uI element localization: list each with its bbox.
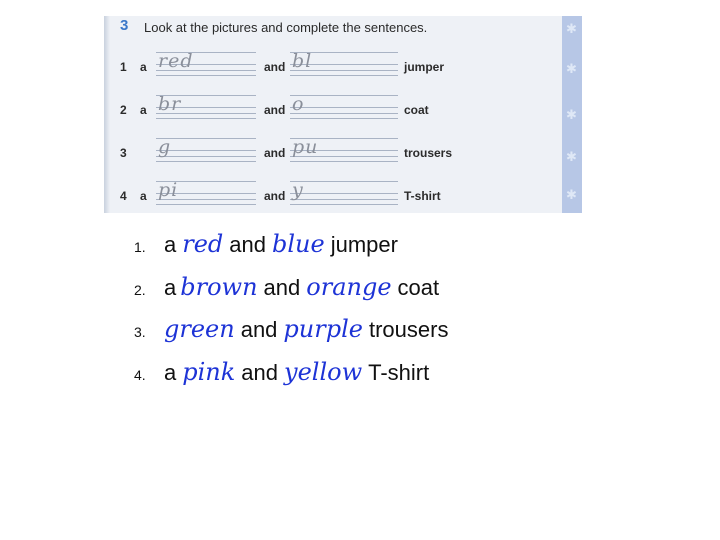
- answer-article: a: [164, 360, 177, 385]
- handwritten-first: br: [158, 93, 182, 115]
- row-noun: jumper: [404, 60, 445, 74]
- answer-row: [134, 230, 398, 270]
- row-article: a: [140, 189, 147, 203]
- answer-row: [134, 358, 429, 398]
- row-article: a: [140, 60, 147, 74]
- answer-number: 4.: [134, 367, 146, 383]
- answer-noun: trousers: [368, 317, 449, 342]
- writing-lines-second: [290, 95, 398, 119]
- handwritten-second: bl: [292, 50, 313, 72]
- exercise-row: [104, 89, 564, 129]
- answer-noun: jumper: [330, 232, 398, 257]
- answer-and: and: [229, 232, 267, 257]
- handwritten-second: o: [292, 93, 305, 115]
- answer-number: 2.: [134, 282, 146, 298]
- row-number: 4: [120, 189, 127, 203]
- writing-lines-second: [290, 138, 398, 162]
- exercise-row: [104, 46, 564, 86]
- answer-color-second: yellow: [284, 358, 363, 386]
- handwritten-second: pu: [292, 136, 319, 158]
- writing-lines-first: [156, 138, 256, 162]
- answer-noun: coat: [397, 275, 440, 300]
- handwritten-first: pi: [158, 179, 179, 201]
- row-and: and: [264, 60, 286, 74]
- row-number: 1: [120, 60, 127, 74]
- answer-color-first: pink: [182, 358, 236, 386]
- row-noun: T-shirt: [404, 189, 441, 203]
- writing-lines-second: [290, 52, 398, 76]
- row-article: a: [140, 103, 147, 117]
- exercise-row: [104, 175, 564, 213]
- writing-lines-first: [156, 52, 256, 76]
- answer-color-second: blue: [272, 230, 325, 258]
- row-and: and: [264, 103, 286, 117]
- exercise-number: 3: [120, 17, 129, 34]
- answer-color-second: purple: [283, 315, 363, 343]
- decorative-border: ✱ ✱ ✱ ✱ ✱: [562, 16, 582, 213]
- workbook-scan: [104, 16, 582, 213]
- writing-lines-second: [290, 181, 398, 205]
- answer-color-second: orange: [306, 273, 392, 301]
- answer-color-first: brown: [180, 273, 258, 301]
- row-noun: trousers: [404, 146, 453, 160]
- handwritten-second: y: [292, 179, 304, 201]
- writing-lines-first: [156, 181, 256, 205]
- answer-and: and: [263, 275, 301, 300]
- exercise-row: [104, 132, 564, 172]
- exercise-instruction: Look at the pictures and complete the sentences.: [144, 20, 428, 35]
- row-and: and: [264, 146, 286, 160]
- answer-noun: T-shirt: [368, 360, 430, 385]
- row-and: and: [264, 189, 286, 203]
- handwritten-first: red: [158, 50, 194, 72]
- answer-row: [134, 273, 439, 313]
- answer-and: and: [241, 360, 279, 385]
- row-number: 3: [120, 146, 127, 160]
- answer-article: a: [164, 232, 177, 257]
- answer-article: a: [164, 275, 177, 300]
- answer-color-first: red: [182, 230, 224, 258]
- handwritten-first: g: [158, 136, 172, 158]
- answer-and: and: [240, 317, 278, 342]
- answer-number: 1.: [134, 239, 146, 255]
- writing-lines-first: [156, 95, 256, 119]
- answer-number: 3.: [134, 324, 146, 340]
- row-number: 2: [120, 103, 127, 117]
- answer-row: [134, 315, 448, 355]
- row-noun: coat: [404, 103, 429, 117]
- answer-color-first: green: [164, 315, 235, 343]
